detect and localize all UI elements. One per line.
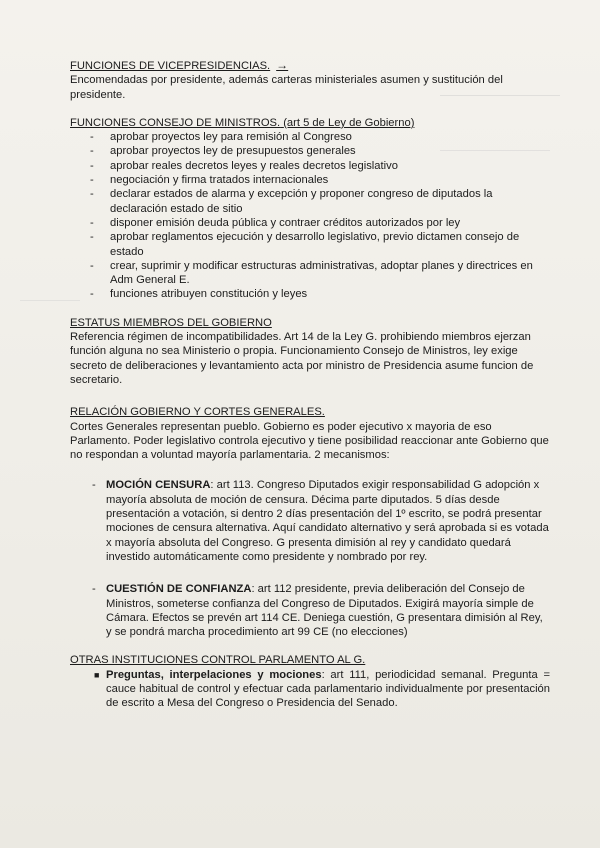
list-item: - funciones atribuyen constitución y leyes bbox=[90, 287, 550, 301]
mechanism-text: : art 113. Congreso Diputados exigir responsabilidad G adopción x mayoría absoluta de moción de censura. Décima parte diputados. 5 días desde presentación a votación, si dentro 2 días presentación del 1º escrito, se podrá presentar mociones de censura alternativa. Aquí candidato alternativo y será aprobada si es votada x mayoría absoluta del Congreso. G presenta dimisión al rey y candidato quedará investido automáticamente como presidente y nombrado por rey. bbox=[106, 479, 549, 563]
section-heading: FUNCIONES CONSEJO DE MINISTROS. (art 5 de Ley de Gobierno) bbox=[70, 116, 415, 129]
section-text: Encomendadas por presidente, además carteras ministeriales asumen y sustitución del presidente. bbox=[70, 74, 503, 101]
list-item: - disponer emisión deuda pública y contraer créditos autorizados por ley bbox=[90, 216, 550, 230]
list-item: - crear, suprimir y modificar estructuras administrativas, adoptar planes y directrices en Adm General E. bbox=[90, 259, 550, 288]
list-item: - aprobar proyectos ley para remisión al Congreso bbox=[90, 130, 550, 144]
functions-list bbox=[70, 130, 550, 302]
dash-bullet-icon: - bbox=[92, 479, 96, 492]
document-body bbox=[70, 58, 550, 723]
institution-item bbox=[70, 668, 550, 711]
section-heading-note: (art 5 de Ley de Gobierno) bbox=[283, 116, 415, 129]
mechanism-term: MOCIÓN CENSURA bbox=[106, 479, 211, 492]
section-heading: FUNCIONES DE VICEPRESIDENCIAS. → bbox=[70, 58, 289, 72]
section-relacion bbox=[70, 405, 550, 639]
section-heading: RELACIÓN GOBIERNO Y CORTES GENERALES. bbox=[70, 406, 325, 419]
section-estatus bbox=[70, 316, 550, 387]
mechanism-term: CUESTIÓN DE CONFIANZA bbox=[106, 583, 252, 596]
institution-term: Preguntas, interpelaciones y mociones bbox=[106, 668, 322, 681]
section-consejo-ministros bbox=[70, 116, 550, 302]
list-item: - declarar estados de alarma y excepción y proponer congreso de diputados la declaración estado de sitio bbox=[90, 187, 550, 216]
list-item: - aprobar reglamentos ejecución y desarrollo legislativo, previo dictamen consejo de estado bbox=[90, 230, 550, 259]
filled-square-bullet-icon: ■ bbox=[94, 669, 100, 680]
institution-text: : art 111, periodicidad semanal. Pregunta = cauce habitual de control y efectuar cada parlamentario individualmente por presentación de escrito a Mesa del Congreso o Presidencia del Senado. bbox=[106, 668, 550, 710]
right-arrow-icon: → bbox=[276, 58, 289, 72]
mechanism-item bbox=[70, 582, 550, 639]
section-vicepresidencias bbox=[70, 58, 550, 102]
list-item: - aprobar proyectos ley de presupuestos generales bbox=[90, 144, 550, 158]
section-text: Cortes Generales representan pueblo. Gobierno es poder ejecutivo x mayoria de eso Parlamento. Poder legislativo controla ejecutivo y tiene posibilidad reaccionar ante Gobierno que no respondan a voluntad mayoría parlamentaria. 2 mecanismos: bbox=[70, 420, 549, 462]
section-heading: ESTATUS MIEMBROS DEL GOBIERNO bbox=[70, 316, 272, 329]
list-item: - negociación y firma tratados internacionales bbox=[90, 173, 550, 187]
mechanism-item bbox=[70, 478, 550, 564]
section-heading: OTRAS INSTITUCIONES CONTROL PARLAMENTO AL G. bbox=[70, 654, 366, 667]
mechanism-text: : art 112 presidente, previa deliberación del Consejo de Ministros, someterse confianza del Congreso de Diputados. Exigirá mayoría simple de Cámara. Efectos se prevén art 114 CE. Deniega cuestión, G presentara dimisión al Rey, y se pondrá marcha procedimiento art 99 CE (no elecciones) bbox=[106, 583, 543, 639]
section-text: Referencia régimen de incompatibilidades. Art 14 de la Ley G. prohibiendo miembros ejerzan función alguna no sea Ministerio o propia. Funcionamiento Consejo de Ministros, ley exige secreto de deliberaciones y levantamiento acta por ministro de Presidencia asume funcion de secretario. bbox=[70, 331, 534, 386]
list-item: - aprobar reales decretos leyes y reales decretos legislativo bbox=[90, 159, 550, 173]
section-otras-instituciones bbox=[70, 653, 550, 710]
dash-bullet-icon: - bbox=[92, 583, 96, 596]
